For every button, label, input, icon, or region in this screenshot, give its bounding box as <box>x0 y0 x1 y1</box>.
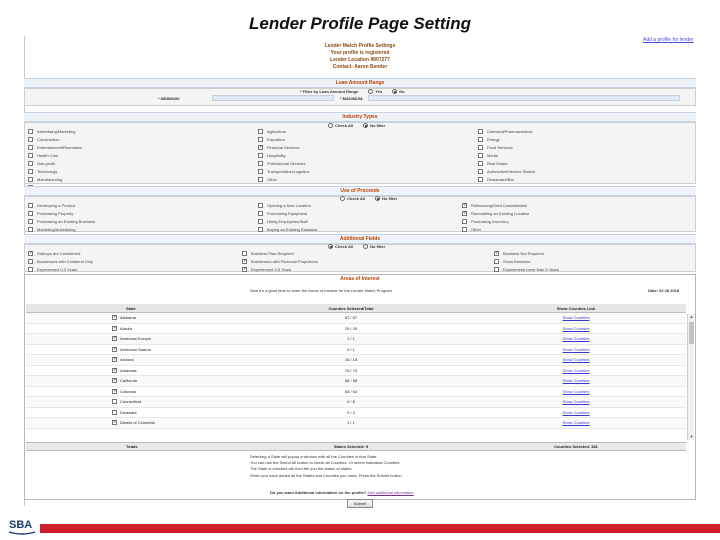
additional-check-all-radio[interactable] <box>328 244 353 249</box>
checkbox-empty-icon[interactable] <box>28 259 33 264</box>
industry-checkbox-label: Manufacturing <box>37 177 63 182</box>
table-row <box>26 397 686 408</box>
checkbox-empty-icon[interactable] <box>258 227 263 232</box>
radio-selected-icon <box>392 89 397 94</box>
proceeds-checkbox-label: Developing a Product <box>37 203 76 208</box>
checkbox-empty-icon[interactable] <box>242 251 247 256</box>
industry-checkbox-grid <box>28 128 704 191</box>
checkbox-empty-icon[interactable] <box>28 177 33 182</box>
proceeds-checkbox-label: Hiring Employees/Staff <box>267 219 308 224</box>
additional-checkbox-item[interactable] <box>242 258 486 265</box>
minimum-input[interactable] <box>212 95 334 101</box>
radio-selected-icon <box>328 244 333 249</box>
show-counties-cell <box>466 357 686 362</box>
show-counties-cell <box>466 336 686 341</box>
checkbox-checked-icon[interactable] <box>112 326 117 331</box>
state-table <box>26 304 686 440</box>
industry-checkbox-label: Non-profit <box>37 161 55 166</box>
proceeds-check-all-radio[interactable] <box>340 196 365 201</box>
industry-checkbox-item[interactable] <box>28 128 250 135</box>
loan-filter-row <box>300 89 405 94</box>
areas-of-interest-date: Date: 02 28 2018 <box>648 288 680 293</box>
proceeds-no-filter-radio[interactable] <box>375 196 397 201</box>
add-profile-link[interactable]: Add a profile for lender <box>643 37 694 43</box>
industry-checkbox-item[interactable] <box>258 128 470 135</box>
show-counties-cell <box>466 368 686 373</box>
checkbox-empty-icon[interactable] <box>494 267 499 272</box>
additional-filter-row <box>328 244 385 249</box>
proceeds-checkbox-item[interactable] <box>462 202 688 209</box>
profile-header-line: Your profile is registered <box>330 50 390 56</box>
additional-checkbox-item[interactable] <box>28 250 234 257</box>
counties-count: 75 / 75 <box>344 367 358 373</box>
counties-count: 0 / 3 <box>347 409 355 415</box>
instructions-text <box>250 454 550 479</box>
state-cell <box>26 368 236 373</box>
additional-checkbox-item[interactable] <box>242 266 486 273</box>
counties-count: 15 / 15 <box>344 357 358 363</box>
checkbox-empty-icon[interactable] <box>28 211 33 216</box>
industry-checkbox-label: Education <box>267 137 285 142</box>
table-row <box>26 408 686 419</box>
checkbox-empty-icon[interactable] <box>494 259 499 264</box>
industry-checkbox-label: Real Estate <box>487 161 508 166</box>
industry-checkbox-item[interactable] <box>478 136 704 143</box>
checkbox-empty-icon[interactable] <box>28 227 33 232</box>
additional-checkbox-item[interactable] <box>494 250 704 257</box>
checkbox-empty-icon[interactable] <box>28 129 33 134</box>
state-name: District of Columbia <box>120 420 155 426</box>
instruction-line: Selecting a State will popup a window with all the Counties in that State. <box>250 454 378 459</box>
industry-checkbox-label: Transportation/Logistics <box>267 169 310 174</box>
loan-filter-yes-label: Yes <box>375 89 383 94</box>
table-row <box>26 355 686 366</box>
additional-checkbox-label: Experienced more than 5 Years <box>503 267 559 272</box>
proceeds-checkbox-item[interactable] <box>462 226 688 233</box>
additional-checkbox-item[interactable] <box>494 266 704 273</box>
industry-checkbox-item[interactable] <box>28 152 250 159</box>
radio-circle-icon <box>368 89 373 94</box>
profile-header-line: Lender Match Profile Settings <box>324 43 396 49</box>
checkbox-checked-icon[interactable] <box>112 368 117 373</box>
checkbox-empty-icon[interactable] <box>28 137 33 142</box>
show-counties-cell <box>466 326 686 331</box>
show-counties-cell <box>466 347 686 352</box>
industry-checkbox-label: Other <box>267 177 278 182</box>
profile-header <box>250 43 470 71</box>
state-name: American Samoa <box>120 346 151 352</box>
counties-count: 67 / 67 <box>344 315 358 321</box>
show-counties-cell <box>466 315 686 320</box>
industry-checkbox-item[interactable] <box>478 160 704 167</box>
state-cell <box>26 378 236 383</box>
loan-filter-yes-radio[interactable] <box>368 89 382 94</box>
proceeds-no-filter-label: No filter <box>382 196 398 201</box>
show-counties-link[interactable]: Show Counties <box>562 315 590 321</box>
checkbox-empty-icon[interactable] <box>258 161 263 166</box>
table-row <box>26 376 686 387</box>
show-counties-link[interactable]: Show Counties <box>562 367 590 373</box>
areas-of-interest-subtitle: Now it's a good time to enter the Areas of Interest for the Lender Match Program <box>250 288 392 293</box>
checkbox-empty-icon[interactable] <box>478 145 483 150</box>
additional-info-link[interactable]: Add additional information <box>367 490 414 495</box>
additional-checkbox-label: Businesses with Financial Projections <box>251 259 318 264</box>
industry-checkbox-item[interactable] <box>258 176 470 183</box>
loan-amount-section-title: Loan Amount Range <box>24 78 696 88</box>
radio-circle-icon <box>340 196 345 201</box>
industry-checkbox-item[interactable] <box>258 152 470 159</box>
additional-checkbox-label: Show Business <box>503 259 531 264</box>
counties-count: 0 / 8 <box>347 399 355 405</box>
scroll-up-arrow-icon[interactable]: ▲ <box>689 314 694 319</box>
industry-checkbox-item[interactable] <box>478 144 704 151</box>
state-table-scrollbar[interactable] <box>687 314 694 440</box>
maximum-input[interactable] <box>368 95 680 101</box>
state-name: Arizona <box>120 357 134 363</box>
minimum-label: * MINIMUM: <box>158 96 180 101</box>
industry-checkbox-item[interactable] <box>478 176 704 183</box>
instruction-line: When you have added all the States and Counties you need, Press the Submit button. <box>250 472 403 478</box>
additional-checkbox-label: Business Not Required <box>503 251 544 256</box>
additional-checkbox-item[interactable] <box>28 258 234 265</box>
checkbox-checked-icon[interactable] <box>462 203 467 208</box>
show-counties-link[interactable]: Show Counties <box>562 378 590 384</box>
sba-logo-text: SBA <box>9 519 33 531</box>
industry-checkbox-item[interactable] <box>28 144 250 151</box>
proceeds-checkbox-item[interactable] <box>258 226 454 233</box>
column-header-counties: Counties Selected/Total <box>328 305 374 311</box>
proceeds-checkbox-label: Purchasing an Existing Business <box>37 219 96 224</box>
industry-checkbox-label: Entertainment/Recreation <box>37 145 83 150</box>
checkbox-checked-icon[interactable] <box>112 347 117 352</box>
state-name: Colorado <box>120 388 137 394</box>
checkbox-checked-icon[interactable] <box>112 315 117 320</box>
state-name: American Europe <box>120 336 151 342</box>
proceeds-checkbox-grid <box>28 202 688 233</box>
state-table-header <box>26 304 686 313</box>
industry-checkbox-item[interactable] <box>258 160 470 167</box>
additional-checkbox-label: Businesses with Collateral Only <box>37 259 94 264</box>
industry-checkbox-label: Technology <box>37 169 58 174</box>
checkbox-checked-icon[interactable] <box>112 420 117 425</box>
checkbox-checked-icon[interactable] <box>258 145 263 150</box>
industry-checkbox-label: Professional Services <box>267 161 306 166</box>
checkbox-checked-icon[interactable] <box>112 389 117 394</box>
radio-selected-icon <box>375 196 380 201</box>
totals-row <box>26 442 686 451</box>
proceeds-checkbox-item[interactable] <box>28 218 250 225</box>
industry-checkbox-label: Construction <box>37 137 60 142</box>
checkbox-empty-icon[interactable] <box>258 137 263 142</box>
table-row <box>26 366 686 377</box>
industry-checkbox-label: Advertising/Marketing <box>37 129 76 134</box>
industry-checkbox-item[interactable] <box>478 168 704 175</box>
column-header-state: State <box>126 305 136 311</box>
checkbox-checked-icon[interactable] <box>112 357 117 362</box>
industry-checkbox-label: Restaurant/Bar <box>487 177 514 182</box>
proceeds-checkbox-item[interactable] <box>28 226 250 233</box>
state-cell <box>26 315 236 320</box>
checkbox-checked-icon[interactable] <box>494 251 499 256</box>
slide-title: Lender Profile Page Setting <box>249 14 471 33</box>
radio-circle-icon <box>363 244 368 249</box>
show-counties-link[interactable]: Show Counties <box>562 409 590 415</box>
counties-count: 1 / 1 <box>347 420 355 426</box>
checkbox-empty-icon[interactable] <box>258 129 263 134</box>
additional-info-prompt <box>270 490 414 495</box>
table-row <box>26 418 686 429</box>
table-row <box>26 313 686 324</box>
scroll-down-arrow-icon[interactable]: ▼ <box>689 434 694 439</box>
proceeds-checkbox-label: Refinancing/Debt Consolidation <box>471 203 528 208</box>
checkbox-empty-icon[interactable] <box>28 169 33 174</box>
checkbox-empty-icon[interactable] <box>112 410 117 415</box>
checkbox-checked-icon[interactable] <box>112 378 117 383</box>
industry-checkbox-label: Hospitality <box>267 153 286 158</box>
industry-no-filter-label: No filter <box>370 123 386 128</box>
state-name: Delaware <box>120 409 137 415</box>
industry-checkbox-item[interactable] <box>28 168 250 175</box>
show-counties-link[interactable]: Show Counties <box>562 399 590 405</box>
scrollbar-thumb[interactable] <box>689 322 694 344</box>
maximum-label: * MAXIMUM: <box>340 96 364 101</box>
checkbox-empty-icon[interactable] <box>28 161 33 166</box>
industry-section-title: Industry Types <box>24 112 696 122</box>
industry-checkbox-label: Health Care <box>37 153 59 158</box>
checkbox-checked-icon[interactable] <box>462 211 467 216</box>
industry-checkbox-item[interactable] <box>478 128 704 135</box>
industry-checkbox-item[interactable] <box>258 144 470 151</box>
counties-count: 64 / 64 <box>344 388 358 394</box>
show-counties-link[interactable]: Show Counties <box>562 420 590 426</box>
industry-checkbox-item[interactable] <box>28 136 250 143</box>
proceeds-checkbox-item[interactable] <box>258 218 454 225</box>
proceeds-checkbox-label: Buying an Existing Business <box>267 227 318 232</box>
industry-checkbox-item[interactable] <box>28 160 250 167</box>
checkbox-empty-icon[interactable] <box>258 211 263 216</box>
state-cell <box>26 357 236 362</box>
industry-checkbox-label: Energy <box>487 137 500 142</box>
proceeds-checkbox-item[interactable] <box>462 210 688 217</box>
checkbox-empty-icon[interactable] <box>28 145 33 150</box>
state-cell <box>26 389 236 394</box>
loan-filter-label: * Filter by Loan Amount Range <box>300 89 359 94</box>
industry-checkbox-item[interactable] <box>258 168 470 175</box>
show-counties-cell <box>466 399 686 404</box>
show-counties-cell <box>466 378 686 383</box>
industry-checkbox-item[interactable] <box>258 136 470 143</box>
totals-label: Totals <box>126 444 138 449</box>
table-row <box>26 345 686 356</box>
state-cell <box>26 347 236 352</box>
state-name: Connecticut <box>120 399 142 405</box>
state-cell <box>26 336 236 341</box>
show-counties-cell <box>466 420 686 425</box>
show-counties-link[interactable]: Show Counties <box>562 388 590 394</box>
show-counties-link[interactable]: Show Counties <box>562 336 590 342</box>
additional-check-all-label: Check All <box>335 244 354 249</box>
counties-selected-total: Counties Selected: 381 <box>554 444 598 449</box>
proceeds-checkbox-item[interactable] <box>258 202 454 209</box>
additional-info-question: Do you want Additional information on the profile? <box>270 490 367 495</box>
industry-check-all-label: Check All <box>335 123 354 128</box>
checkbox-empty-icon[interactable] <box>462 227 467 232</box>
proceeds-check-all-label: Check All <box>347 196 366 201</box>
additional-checkbox-grid <box>28 250 704 273</box>
checkbox-empty-icon[interactable] <box>258 177 263 182</box>
industry-checkbox-item[interactable] <box>478 152 704 159</box>
checkbox-empty-icon[interactable] <box>462 219 467 224</box>
state-name: Arkansas <box>120 367 137 373</box>
counties-count: 29 / 29 <box>344 325 358 331</box>
industry-checkbox-label: Agriculture <box>267 129 287 134</box>
additional-checkbox-label: Experienced 3-5 Years <box>251 267 292 272</box>
state-cell <box>26 326 236 331</box>
additional-section-title: Additional Fields <box>24 234 696 244</box>
checkbox-empty-icon[interactable] <box>478 137 483 142</box>
show-counties-link[interactable]: Show Counties <box>562 346 590 352</box>
table-row <box>26 334 686 345</box>
sba-logo-icon <box>6 513 38 537</box>
checkbox-empty-icon[interactable] <box>258 169 263 174</box>
additional-no-filter-label: No filter <box>370 244 386 249</box>
industry-checkbox-label: Financial Services <box>267 145 300 150</box>
proceeds-checkbox-label: Purchasing Inventory <box>471 219 509 224</box>
checkbox-empty-icon[interactable] <box>478 153 483 158</box>
additional-checkbox-label: Experienced 0-3 Years <box>37 267 78 272</box>
industry-checkbox-label: Media <box>487 153 498 158</box>
industry-checkbox-label: Chemical/Pharmaceutical <box>487 129 533 134</box>
additional-checkbox-item[interactable] <box>494 258 704 265</box>
table-row <box>26 387 686 398</box>
state-name: Alaska <box>120 325 133 331</box>
state-name: Alabama <box>120 315 136 321</box>
industry-checkbox-label: Automotive/Service Station <box>487 169 536 174</box>
checkbox-empty-icon[interactable] <box>258 203 263 208</box>
instruction-line: You can use the Select All button to check all Counties. Or select individual Counties. <box>250 460 401 466</box>
checkbox-checked-icon[interactable] <box>112 336 117 341</box>
areas-of-interest-title: Areas of Interest <box>340 276 380 282</box>
counties-count: 1 / 1 <box>347 336 355 342</box>
checkbox-empty-icon[interactable] <box>28 153 33 158</box>
counties-count: 0 / 1 <box>347 346 355 352</box>
checkbox-empty-icon[interactable] <box>478 161 483 166</box>
proceeds-checkbox-label: Remodeling an Existing Location <box>471 211 530 216</box>
counties-count: 58 / 58 <box>344 378 358 384</box>
footer-bar <box>0 520 720 540</box>
proceeds-checkbox-item[interactable] <box>28 202 250 209</box>
show-counties-cell <box>466 389 686 394</box>
state-table-body <box>26 313 686 429</box>
checkbox-empty-icon[interactable] <box>28 219 33 224</box>
checkbox-empty-icon[interactable] <box>478 177 483 182</box>
proceeds-section-title: Use of Proceeds <box>24 186 696 196</box>
profile-header-line: Contact: Aaron Bender <box>332 64 388 70</box>
additional-checkbox-label: Business Plan Required <box>251 251 294 256</box>
loan-filter-no-radio[interactable] <box>392 89 404 94</box>
state-cell <box>26 410 236 415</box>
states-selected-total: States Selected: 9 <box>333 444 369 449</box>
checkbox-empty-icon[interactable] <box>258 219 263 224</box>
additional-checkbox-item[interactable] <box>242 250 486 257</box>
checkbox-empty-icon[interactable] <box>112 399 117 404</box>
profile-header-line: Lender Location 9807277 <box>330 57 390 63</box>
checkbox-empty-icon[interactable] <box>478 129 483 134</box>
industry-checkbox-label: Food Services <box>487 145 513 150</box>
proceeds-checkbox-label: Other <box>471 227 482 232</box>
show-counties-cell <box>466 410 686 415</box>
proceeds-checkbox-label: Marketing/Advertising <box>37 227 76 232</box>
state-name: California <box>120 378 137 384</box>
proceeds-checkbox-label: Purchasing Property <box>37 211 74 216</box>
column-header-link: Show Counties Link <box>556 305 596 311</box>
state-cell <box>26 399 236 404</box>
proceeds-filter-row <box>340 196 397 201</box>
table-row <box>26 324 686 335</box>
show-counties-link[interactable]: Show Counties <box>562 357 590 363</box>
checkbox-checked-icon[interactable] <box>242 259 247 264</box>
additional-checkbox-item[interactable] <box>28 266 234 273</box>
loan-filter-no-label: No <box>399 89 405 94</box>
footer-red-stripe <box>40 524 720 533</box>
checkbox-empty-icon[interactable] <box>28 203 33 208</box>
proceeds-checkbox-item[interactable] <box>28 210 250 217</box>
proceeds-checkbox-label: Purchasing Equipment <box>267 211 308 216</box>
proceeds-checkbox-item[interactable] <box>258 210 454 217</box>
additional-no-filter-radio[interactable] <box>363 244 385 249</box>
checkbox-checked-icon[interactable] <box>28 251 33 256</box>
checkbox-empty-icon[interactable] <box>258 153 263 158</box>
state-cell <box>26 420 236 425</box>
proceeds-checkbox-item[interactable] <box>462 218 688 225</box>
additional-checkbox-label: Startups are Considered <box>37 251 81 256</box>
checkbox-empty-icon[interactable] <box>478 169 483 174</box>
instruction-line: The State is checked will then tell you the status of states. <box>250 466 353 472</box>
proceeds-checkbox-label: Opening a New Location <box>267 203 311 208</box>
submit-button[interactable]: Submit <box>347 499 373 508</box>
show-counties-link[interactable]: Show Counties <box>562 325 590 331</box>
checkbox-empty-icon[interactable] <box>28 267 33 272</box>
checkbox-checked-icon[interactable] <box>242 267 247 272</box>
industry-checkbox-item[interactable] <box>28 176 250 183</box>
